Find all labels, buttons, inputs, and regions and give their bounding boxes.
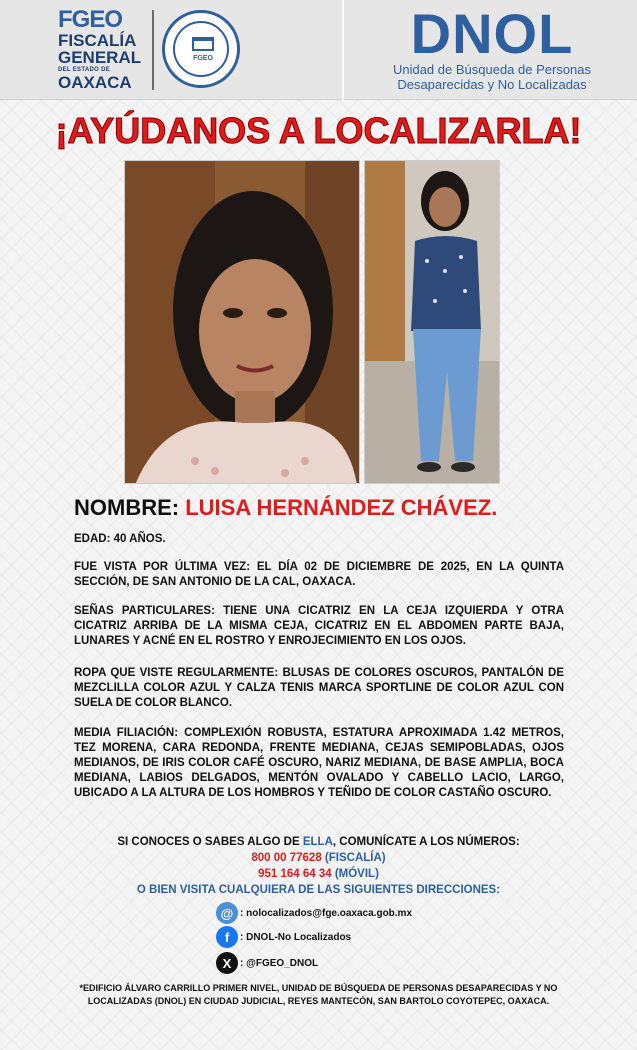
age-text: EDAD: 40 AÑOS. [74,533,166,545]
phone-fiscalia-number[interactable]: 800 00 77628 [251,852,322,864]
header-banner [0,0,637,100]
phone-fiscalia [0,850,637,866]
header-divider [152,10,154,90]
x-row[interactable] [216,952,318,974]
x-icon: X [216,952,238,974]
contact-intro-a: SI CONOCES O SABES ALGO DE [117,836,303,848]
full-body-photo-image [365,161,500,484]
seal-text: FGEO [193,55,213,62]
visit-text: O BIEN VISITA CUALQUIERA DE LAS SIGUIENTES DIRECCIONES: [136,884,501,896]
contact-intro [0,834,637,850]
phone-movil-number[interactable]: 951 164 64 34 [258,868,332,880]
contact-intro-ella: ELLA [302,836,333,848]
facebook-icon: f [216,926,238,948]
phone-movil-label: (MÓVIL) [331,868,379,880]
x-text[interactable]: : @FGEO_DNOL [240,957,319,969]
portrait-photo [124,160,360,484]
email-text[interactable]: : nolocalizados@fge.oaxaca.gob.mx [240,907,413,919]
portrait-photo-image [125,161,360,484]
dnol-subtitle-2: Desaparecidas y No Localizadas [397,77,587,92]
physical-description-text: MEDIA FILIACIÓN: COMPLEXIÓN ROBUSTA, ESTATURA APROXIMADA 1.42 METROS, TEZ MORENA, CARA REDONDA, FRENTE MEDIANA, CEJAS SEMIPOBLADAS, OJOS MEDIANOS, DE IRIS COLOR CAFÉ OSCURO, NARIZ MEDIANA, DE BASE AMPLIA, BOCA MEDIANA, LABIOS DELGADOS, MENTÓN OVALADO Y CABELLO LACIO, LARGO, UBICADO A LA ALTURA DE LOS HOMBROS Y TEÑIDO DE COLOR CASTAÑO OSCURO. [74,727,564,799]
fgeo-line-fiscalia: FISCALÍA [58,31,137,50]
name-value: LUISA HERNÁNDEZ CHÁVEZ. [185,495,498,520]
facebook-row[interactable] [216,926,351,948]
headline: ¡AYÚDANOS A LOCALIZARLA! [55,110,582,151]
fgeo-logo-mark: FGEO [58,6,123,33]
fiscalia-seal [162,10,240,88]
distinguishing-marks-text: SEÑAS PARTICULARES: TIENE UNA CICATRIZ EN LA CEJA IZQUIERDA Y OTRA CICATRIZ ARRIBA DE LA MISMA CEJA, CICATRIZ EN EL ABDOMEN PARTE BAJA, LUNARES Y ACNÉ EN EL ROSTRO Y ENROJECIMIENTO EN LOS OJOS. [74,605,564,647]
seal-ring [173,21,229,77]
address-footer: *EDIFICIO ÁLVARO CARRILLO PRIMER NIVEL, UNIDAD DE BÚSQUEDA DE PERSONAS DESAPARECIDAS Y NO LOCALIZADAS (DNOL) EN CIUDAD JUDICIAL, REYES MANTECÓN, SAN BARTOLO COYOTEPEC, OAXACA. [79,983,558,1006]
contact-intro-c: , COMUNÍCATE A LOS NÚMEROS: [332,836,520,848]
clothing-text: ROPA QUE VISTE REGULARMENTE: BLUSAS DE COLORES OSCUROS, PANTALÓN DE MEZCLILLA COLOR AZUL Y CALZA TENIS MARCA SPORTLINE DE COLOR AZUL CON SUELA DE COLOR BLANCO. [74,667,564,709]
phone-movil [0,866,637,882]
full-body-photo [364,160,500,484]
dnol-divider [342,0,344,100]
fgeo-line-general: GENERAL [58,48,142,67]
phone-fiscalia-label: (FISCALÍA) [321,852,386,864]
fgeo-line-estado: DEL ESTADO DE [58,67,111,73]
fgeo-line-oaxaca: OAXACA [58,73,132,92]
last-seen-text: FUE VISTA POR ÚLTIMA VEZ: EL DÍA 02 DE DICIEMBRE DE 2025, EN LA QUINTA SECCIÓN, DE SAN ANTONIO DE LA CAL, OAXACA. [74,561,564,588]
person-name [74,494,574,522]
fgeo-logo [58,8,150,92]
dnol-subtitle-1: Unidad de Búsqueda de Personas [392,62,592,77]
email-row[interactable] [216,902,412,924]
facebook-text[interactable]: : DNOL-No Localizados [240,931,352,943]
name-label: NOMBRE: [74,495,180,520]
contact-block [0,834,637,898]
seal-building-icon [192,37,214,51]
email-icon: @ [216,902,238,924]
dnol-logo [372,2,612,96]
dnol-logo-mark: DNOL [410,2,574,65]
